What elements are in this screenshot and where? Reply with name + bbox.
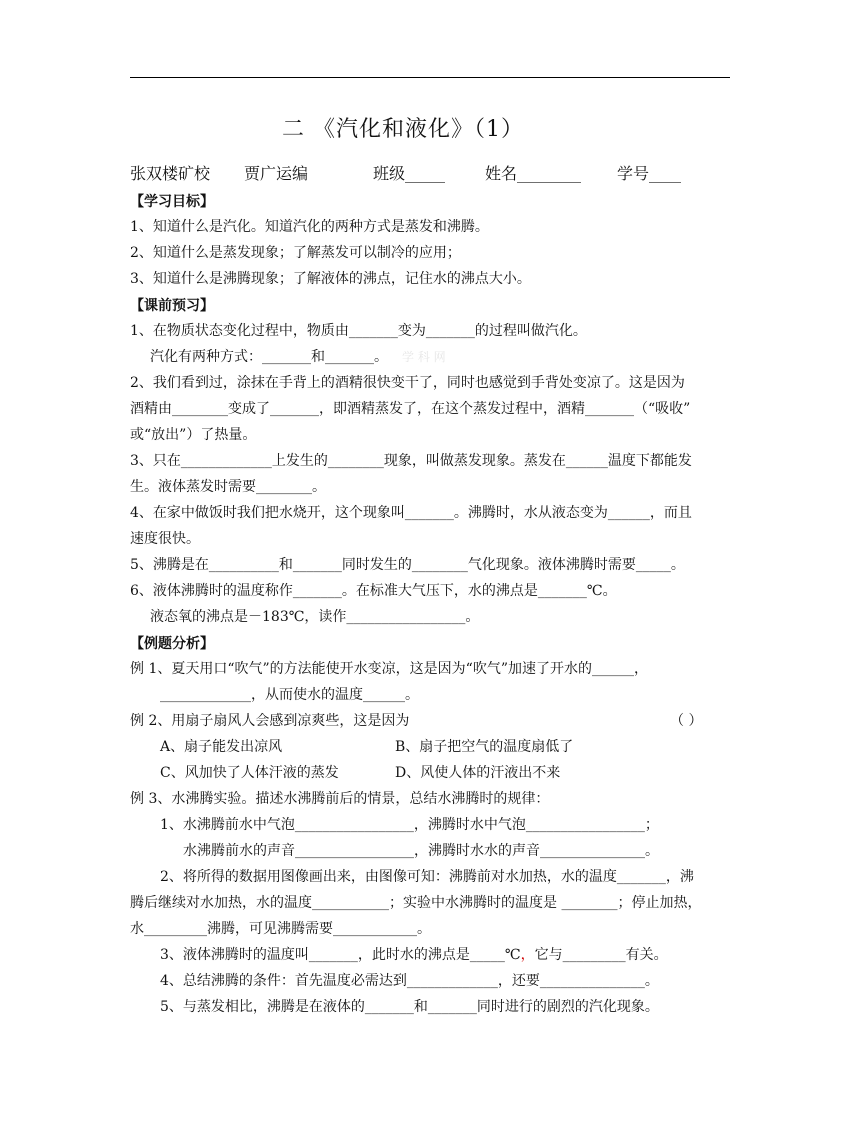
option-d: D、风使人体的汗液出不来	[395, 765, 561, 781]
example-line: 4、总结沸腾的条件：首先温度必需达到_____________，还要_______________。	[160, 973, 659, 989]
top-rule	[130, 77, 730, 78]
red-comma: ，	[520, 947, 535, 963]
option-c: C、风加快了人体汗液的蒸发	[160, 765, 339, 781]
example-line: 3、液体沸腾时的温度叫_______，此时水的沸点是_____℃，它与_________有关。	[160, 947, 668, 963]
goal-item: 1、知道什么是汽化。知道汽化的两种方式是蒸发和沸腾。	[130, 219, 489, 235]
preview-line: 或“放出”）了热量。	[130, 427, 257, 443]
preview-line: 4、在家中做饭时我们把水烧开，这个现象叫_______。沸腾时，水从液态变为______，而且	[130, 505, 692, 521]
example-line: 水_________沸腾，可见沸腾需要____________。	[130, 921, 431, 937]
answer-bracket: （ ）	[670, 713, 703, 729]
page-title: 二 《汽化和液化》（1）	[282, 117, 524, 142]
example-line: 腾后继续对水加热，水的温度___________；实验中水沸腾时的温度是 ________；停止加热，	[130, 895, 702, 911]
preview-line: 汽化有两种方式：_______和_______。 学 科 网	[150, 349, 446, 365]
option-a: A、扇子能发出凉风	[160, 739, 283, 755]
goal-item: 2、知道什么是蒸发现象；了解蒸发可以制冷的应用；	[130, 245, 461, 261]
example-line: 1、水沸腾前水中气泡_________________，沸腾时水中气泡_________________；	[160, 817, 659, 833]
example-line: 例 2、用扇子扇风人会感到凉爽些，这是因为	[130, 713, 410, 729]
watermark: 学 科 网	[402, 350, 446, 364]
preview-line: 生。液体蒸发时需要________。	[130, 479, 326, 495]
preview-line: 酒精由________变成了_______，即酒精蒸发了，在这个蒸发过程中，酒精_______（“吸收”	[130, 401, 691, 417]
preview-line: 3、只在_____________上发生的________现象，叫做蒸发现象。蒸发在______温度下都能发	[130, 453, 692, 469]
section-heading-goals: 【学习目标】	[130, 194, 214, 210]
school-name: 张双楼矿校	[130, 164, 211, 183]
section-heading-preview: 【课前预习】	[130, 298, 214, 314]
preview-line: 速度很快。	[130, 531, 200, 547]
example-line: _____________，从而使水的温度______。	[160, 687, 419, 703]
example-line: 例 3、水沸腾实验。描述水沸腾前后的情景，总结水沸腾时的规律：	[130, 791, 550, 807]
name-field: 姓名________	[485, 164, 582, 183]
example-line: 例 1、夏天用口“吹气”的方法能使开水变凉，这是因为“吹气”加速了开水的______，	[130, 661, 648, 677]
preview-line: 液态氧的沸点是－183℃，读作_________________。	[150, 609, 480, 625]
preview-line: 5、沸腾是在__________和_______同时发生的________气化现象。液体沸腾时需要_____。	[130, 557, 685, 573]
preview-line: 2、我们看到过，涂抹在手背上的酒精很快变干了，同时也感觉到手背处变凉了。这是因为	[130, 375, 685, 391]
example-line: 水沸腾前水的声音_________________，沸腾时水水的声音_______________。	[183, 843, 659, 859]
class-field: 班级_____	[373, 164, 446, 183]
author: 贾广运编	[244, 164, 309, 183]
section-heading-examples: 【例题分析】	[130, 636, 214, 652]
example-line: 2、将所得的数据用图像画出来，由图像可知：沸腾前对水加热，水的温度_______，沸	[160, 869, 694, 885]
option-b: B、扇子把空气的温度扇低了	[395, 739, 574, 755]
student-id-field: 学号____	[617, 164, 682, 183]
preview-line: 6、液体沸腾时的温度称作_______。在标准大气压下，水的沸点是_______℃。	[130, 583, 617, 599]
goal-item: 3、知道什么是沸腾现象；了解液体的沸点，记住水的沸点大小。	[130, 271, 531, 287]
preview-line: 1、在物质状态变化过程中，物质由_______变为_______的过程叫做汽化。	[130, 323, 587, 339]
example-line: 5、与蒸发相比，沸腾是在液体的_______和_______同时进行的剧烈的汽化现象。	[160, 999, 659, 1015]
